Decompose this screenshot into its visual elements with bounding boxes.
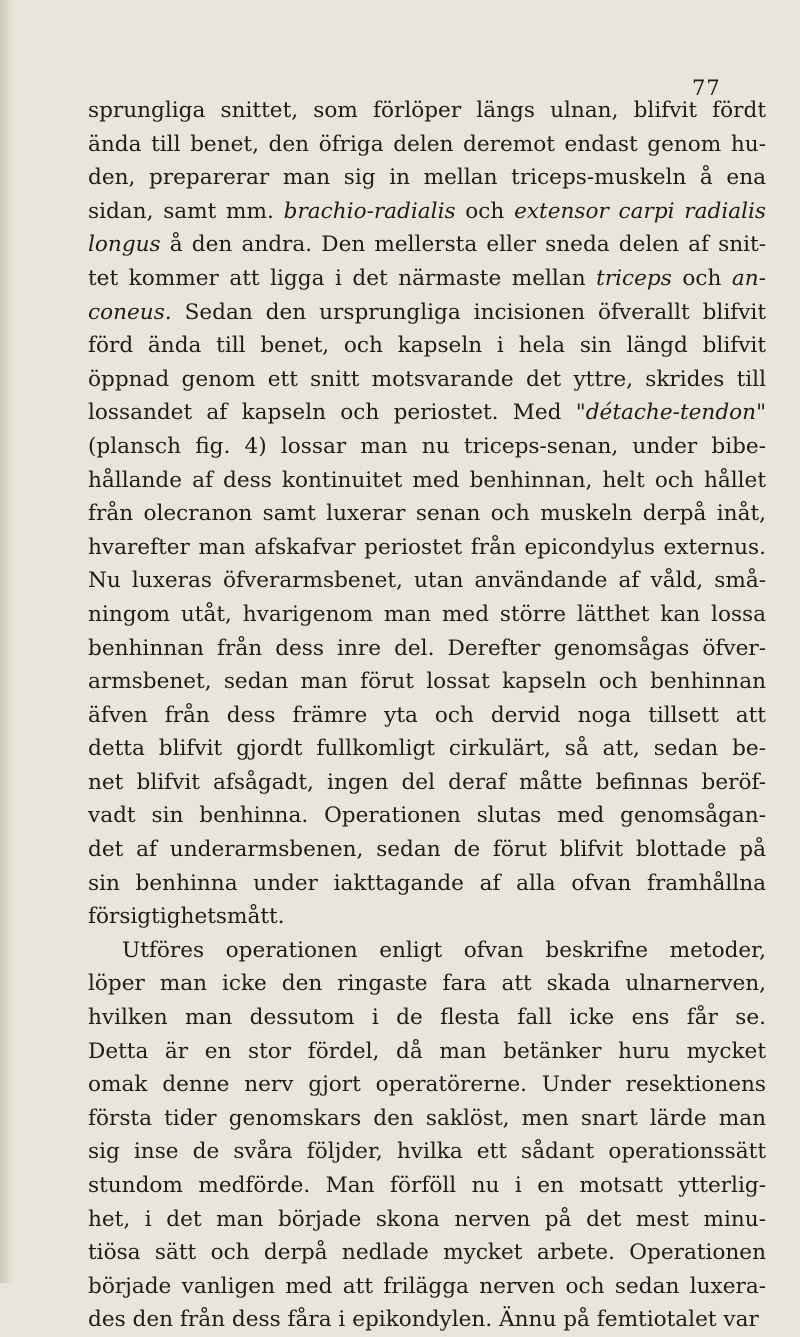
text-segment: armsbenet, sedan man förut lossat kapseln och benhinnan bbox=[88, 669, 766, 695]
text-line bbox=[88, 799, 766, 833]
text-segment: försigtighetsmått. bbox=[88, 904, 285, 930]
text-segment: ända till benet, den öfriga delen deremot endast genom hu- bbox=[88, 131, 766, 157]
text-line bbox=[88, 632, 766, 666]
text-line bbox=[88, 833, 766, 867]
text-segment: des den från dess fåra i epikondylen. Ännu på femtiotalet var bbox=[88, 1307, 759, 1333]
text-segment: detta blifvit gjordt fullkomligt cirkulärt, så att, sedan be- bbox=[88, 736, 766, 762]
text-line bbox=[88, 94, 766, 128]
text-line bbox=[88, 497, 766, 531]
italic-term: coneus. bbox=[88, 299, 172, 325]
text-line bbox=[88, 296, 766, 330]
text-segment: öppnad genom ett snitt motsvarande det yttre, skrides till bbox=[88, 366, 766, 392]
text-line bbox=[88, 1135, 766, 1169]
text-line bbox=[88, 900, 766, 934]
text-segment: sig inse de svåra följder, hvilka ett sådant operationssätt bbox=[88, 1139, 766, 1165]
text-segment: (plansch fig. 4) lossar man nu triceps-senan, under bibe- bbox=[88, 433, 766, 459]
text-segment: började vanligen med att frilägga nerven och sedan luxera- bbox=[88, 1273, 766, 1299]
text-segment: Detta är en stor fördel, då man betänker huru mycket bbox=[88, 1038, 766, 1064]
italic-term: extensor carpi radialis bbox=[514, 198, 766, 224]
text-segment: " bbox=[756, 400, 766, 426]
text-line bbox=[88, 531, 766, 565]
text-line bbox=[88, 1001, 766, 1035]
text-segment: ningom utåt, hvarigenom man med större lätthet kan lossa bbox=[88, 601, 766, 627]
text-line bbox=[88, 430, 766, 464]
text-segment: Nu luxeras öfverarmsbenet, utan användande af våld, små- bbox=[88, 568, 766, 594]
text-line bbox=[88, 262, 766, 296]
page-number: 77 bbox=[692, 76, 721, 100]
text-line bbox=[88, 1270, 766, 1304]
italic-term: an- bbox=[731, 265, 766, 291]
text-segment: och bbox=[455, 198, 515, 224]
text-line bbox=[88, 665, 766, 699]
text-line bbox=[88, 128, 766, 162]
text-segment: löper man icke den ringaste fara att skada ulnarnerven, bbox=[88, 971, 766, 997]
text-segment: å den andra. Den mellersta eller sneda delen af snit- bbox=[160, 232, 766, 258]
text-line bbox=[88, 396, 766, 430]
text-segment: omak denne nerv gjort operatörerne. Under resektionens bbox=[88, 1072, 766, 1098]
text-segment: den, preparerar man sig in mellan triceps-muskeln å ena bbox=[88, 165, 766, 191]
text-line bbox=[88, 228, 766, 262]
text-line bbox=[88, 564, 766, 598]
text-line bbox=[88, 766, 766, 800]
text-segment: het, i det man började skona nerven på det mest minu- bbox=[88, 1206, 766, 1232]
text-segment: vadt sin benhinna. Operationen slutas med genomsågan- bbox=[88, 803, 766, 829]
text-line bbox=[88, 699, 766, 733]
page-text bbox=[88, 94, 766, 1337]
page-edge bbox=[0, 0, 14, 1283]
text-segment: första tider genomskars den saklöst, men snart lärde man bbox=[88, 1105, 766, 1131]
text-segment: Sedan den ursprungliga incisionen öfverallt blifvit bbox=[171, 299, 766, 325]
text-segment: från olecranon samt luxerar senan och muskeln derpå inåt, bbox=[88, 501, 766, 527]
text-line bbox=[88, 329, 766, 363]
text-line bbox=[88, 867, 766, 901]
text-segment: hvilken man dessutom i de flesta fall icke ens får se. bbox=[88, 1005, 766, 1031]
italic-term: détache-tendon bbox=[585, 400, 757, 426]
text-segment: hållande af dess kontinuitet med benhinnan, helt och hållet bbox=[88, 467, 766, 493]
text-segment: och bbox=[671, 265, 732, 291]
italic-term: triceps bbox=[596, 265, 672, 291]
text-segment: sidan, samt mm. bbox=[88, 198, 284, 224]
text-segment: det af underarmsbenen, sedan de förut blifvit blottade på bbox=[88, 837, 766, 863]
text-line bbox=[88, 1303, 766, 1337]
text-segment: tiösa sätt och derpå nedlade mycket arbete. Operationen bbox=[88, 1240, 766, 1266]
text-line bbox=[88, 967, 766, 1001]
text-segment: stundom medförde. Man förföll nu i en motsatt ytterlig- bbox=[88, 1173, 766, 1198]
text-line bbox=[88, 934, 766, 968]
italic-term: longus bbox=[88, 232, 161, 258]
text-line bbox=[88, 363, 766, 397]
text-line bbox=[88, 1203, 766, 1237]
text-line bbox=[88, 1068, 766, 1102]
text-line bbox=[88, 464, 766, 498]
italic-term: brachio-radialis bbox=[283, 198, 456, 224]
text-segment: äfven från dess främre yta och dervid noga tillsett att bbox=[88, 702, 766, 728]
text-segment: tet kommer att ligga i det närmaste mellan bbox=[88, 265, 597, 291]
text-segment: sprungliga snittet, som förlöper längs ulnan, blifvit fördt bbox=[88, 98, 766, 123]
text-line bbox=[88, 1169, 766, 1203]
text-segment: sin benhinna under iakttagande af alla ofvan framhållna bbox=[88, 870, 766, 896]
text-line bbox=[88, 732, 766, 766]
text-segment: hvarefter man afskafvar periostet från epicondylus externus. bbox=[88, 534, 766, 560]
text-line bbox=[88, 1102, 766, 1136]
text-line bbox=[88, 1236, 766, 1270]
text-line bbox=[88, 161, 766, 195]
text-line bbox=[88, 1035, 766, 1069]
text-line bbox=[88, 598, 766, 632]
text-line bbox=[88, 195, 766, 229]
text-segment: lossandet af kapseln och periostet. Med " bbox=[88, 400, 586, 426]
text-segment: net blifvit afsågadt, ingen del deraf måtte befinnas beröf- bbox=[88, 769, 766, 795]
text-segment: benhinnan från dess inre del. Derefter genomsågas öfver- bbox=[88, 635, 766, 661]
text-segment: Utföres operationen enligt ofvan beskrifne metoder, bbox=[122, 937, 766, 963]
text-segment: förd ända till benet, och kapseln i hela sin längd blifvit bbox=[88, 333, 766, 359]
